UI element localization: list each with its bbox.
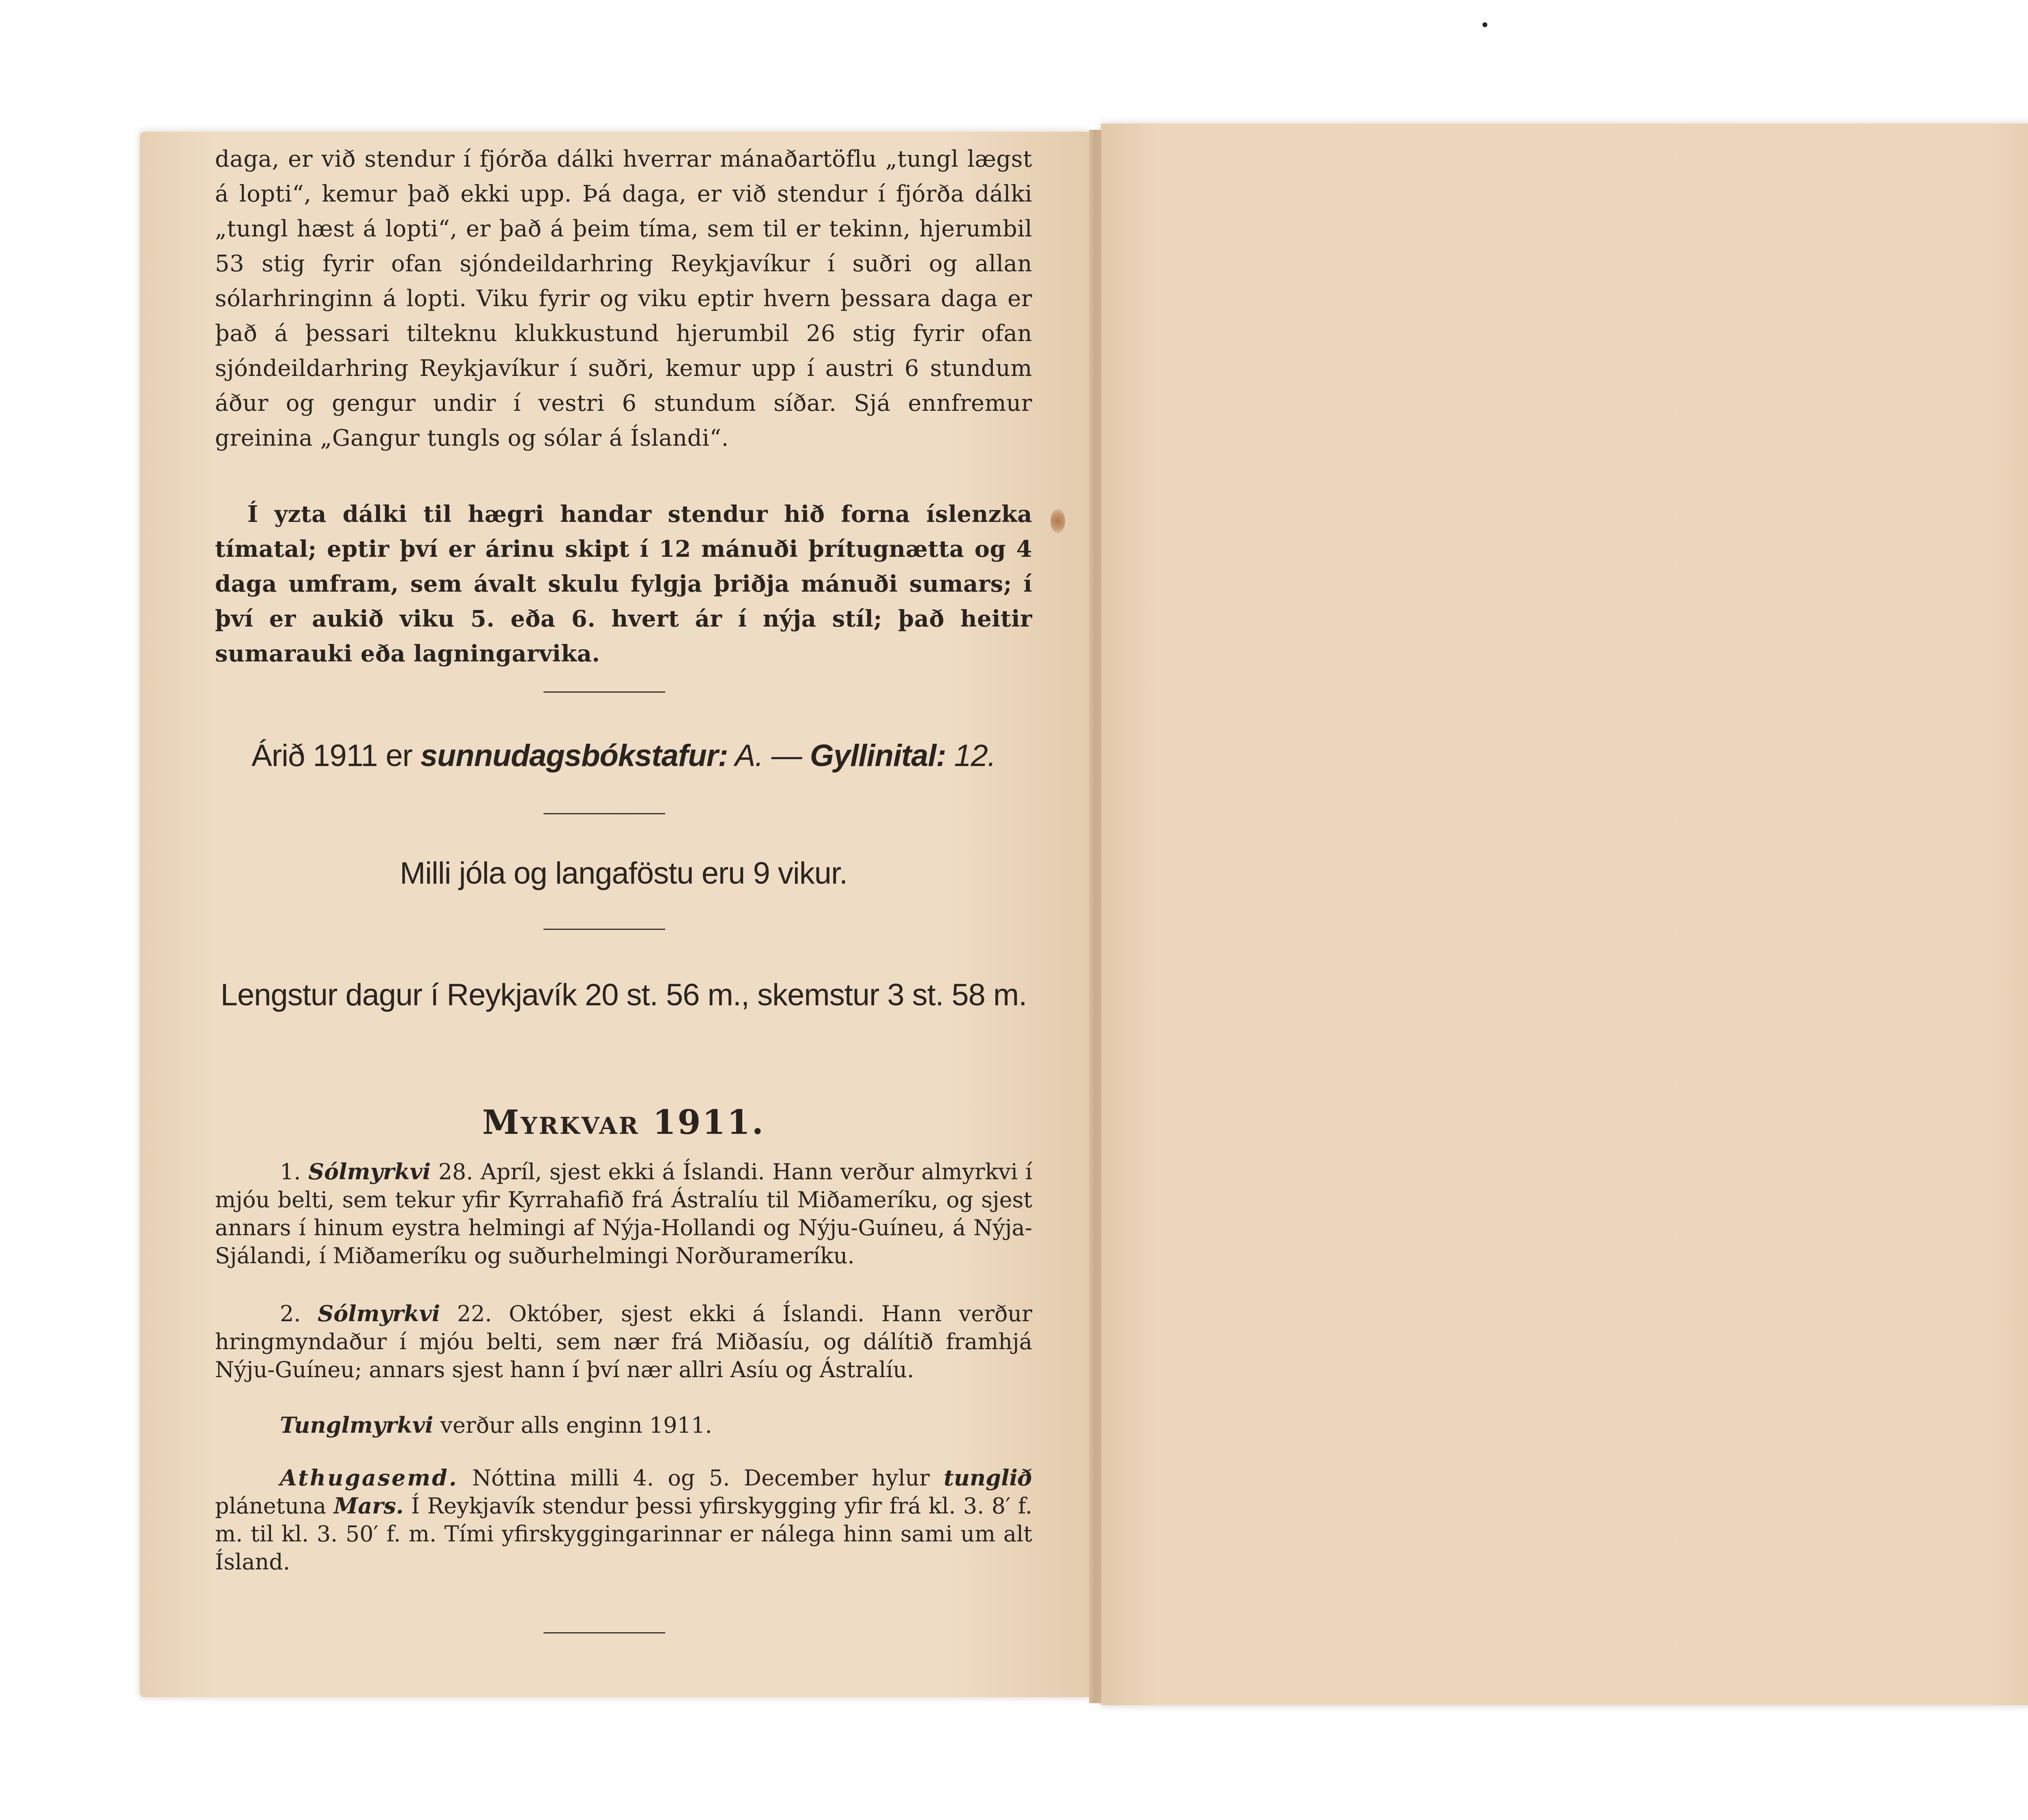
calendar-paragraph: Í yzta dálki til hægri handar stendur hið forna íslenzka tímatal; eptir því er árinu skipt í 12 mánuði þrítugnætta og 4 daga umfram, sem ávalt skulu fylgja þriðja mánuði sumars; í því er aukið viku 5. eða 6. hvert ár í nýja stíl; það heitir sumarauki eða lagningarvika. bbox=[215, 501, 1032, 667]
year-prefix: Árið 1911 er bbox=[251, 738, 421, 773]
eclipse-2-body: 22. Október, sjest ekki á Íslandi. Hann verður hringmyndaður í mjóu belti, sem nær frá Miðasíu, og dálítið framhjá Nýju-Guíneu; annars sjest hann í því nær allri Asíu og Ástralíu. bbox=[215, 1301, 1032, 1382]
lunar-title: Tunglmyrkvi bbox=[280, 1412, 434, 1438]
speck bbox=[1482, 22, 1487, 27]
eclipse-2-title: Sólmyrkvi bbox=[318, 1301, 440, 1326]
eclipse-1-body: 28. Apríl, sjest ekki á Íslandi. Hann verður almyrkvi í mjóu belti, sem tekur yfir Kyrrahafið frá Ástralíu til Miðameríku, og sjest annars í hinum eystra helmingi af Nýja-Hollandi og Nýju-Guíneu, á Nýja-Sjálandi, í Miðameríku og suðurhelmingi Norðurameríku. bbox=[215, 1159, 1033, 1268]
note-body-c: Í Reykjavík stendur þessi yfirskygging yfir frá kl. 3. 8′ f. m. til kl. 3. 50′ f. m. Tími yfirskyggingarinnar er nálega hinn sami um alt Ísland. bbox=[215, 1493, 1032, 1575]
golden-number-value: 12. bbox=[946, 738, 996, 773]
weeks-line: Milli jóla og langaföstu eru 9 vikur. bbox=[400, 856, 848, 891]
sunday-letter-value: A. — bbox=[728, 738, 810, 773]
eclipses-heading: Myrkvar 1911. bbox=[482, 1103, 765, 1142]
divider bbox=[544, 691, 665, 693]
note-planet: Mars. bbox=[333, 1493, 404, 1519]
eclipse-1-title: Sólmyrkvi bbox=[308, 1159, 431, 1185]
right-page-blank bbox=[1101, 124, 2028, 1705]
sunday-letter-label: sunnudagsbókstafur: bbox=[420, 738, 728, 773]
note-moon: tunglið bbox=[943, 1465, 1032, 1491]
book-gutter bbox=[1089, 130, 1101, 1703]
intro-paragraph: daga, er við stendur í fjórða dálki hverrar mánaðartöflu „tungl lægst á lopti“, kemur það ekki upp. Þá daga, er við stendur í fjórða dálki „tungl hæst á lopti“, er það á þeim tíma, sem til er tekinn, hjerumbil 53 stig fyrir ofan sjóndeildarhring Reykjavíkur í suðri og allan sólarhringinn á lopti. Viku fyrir og viku eptir hvern þessara daga er það á þessari tilteknu klukkustund hjerumbil 26 stig fyrir ofan sjóndeildarhring Reykjavíkur í suðri, kemur upp í austri 6 stundum áður og gengur undir í vestri 6 stundum síðar. Sjá ennfremur greinina „Gangur tungls og sólar á Íslandi“. bbox=[215, 146, 1032, 451]
eclipse-1-number: 1. bbox=[280, 1159, 309, 1185]
note-title: Athugasemd. bbox=[280, 1465, 458, 1491]
note-body-b: plánetuna bbox=[215, 1493, 334, 1519]
divider bbox=[544, 1632, 665, 1633]
year-line bbox=[215, 738, 1032, 773]
lunar-eclipse bbox=[215, 1411, 1032, 1439]
note-paragraph bbox=[215, 1464, 1032, 1576]
daylength-line: Lengstur dagur í Reykjavík 20 st. 56 m., skemstur 3 st. 58 m. bbox=[220, 978, 1027, 1012]
eclipse-1 bbox=[215, 1158, 1032, 1270]
divider bbox=[544, 813, 665, 814]
paper-stain bbox=[1051, 509, 1065, 533]
eclipse-2-number: 2. bbox=[280, 1301, 318, 1326]
note-body-a: Nóttina milli 4. og 5. December hylur bbox=[458, 1465, 944, 1491]
divider bbox=[544, 929, 665, 930]
eclipse-2 bbox=[215, 1300, 1032, 1384]
golden-number-label: Gyllinital: bbox=[810, 738, 946, 773]
lunar-body: verður alls enginn 1911. bbox=[433, 1412, 712, 1438]
